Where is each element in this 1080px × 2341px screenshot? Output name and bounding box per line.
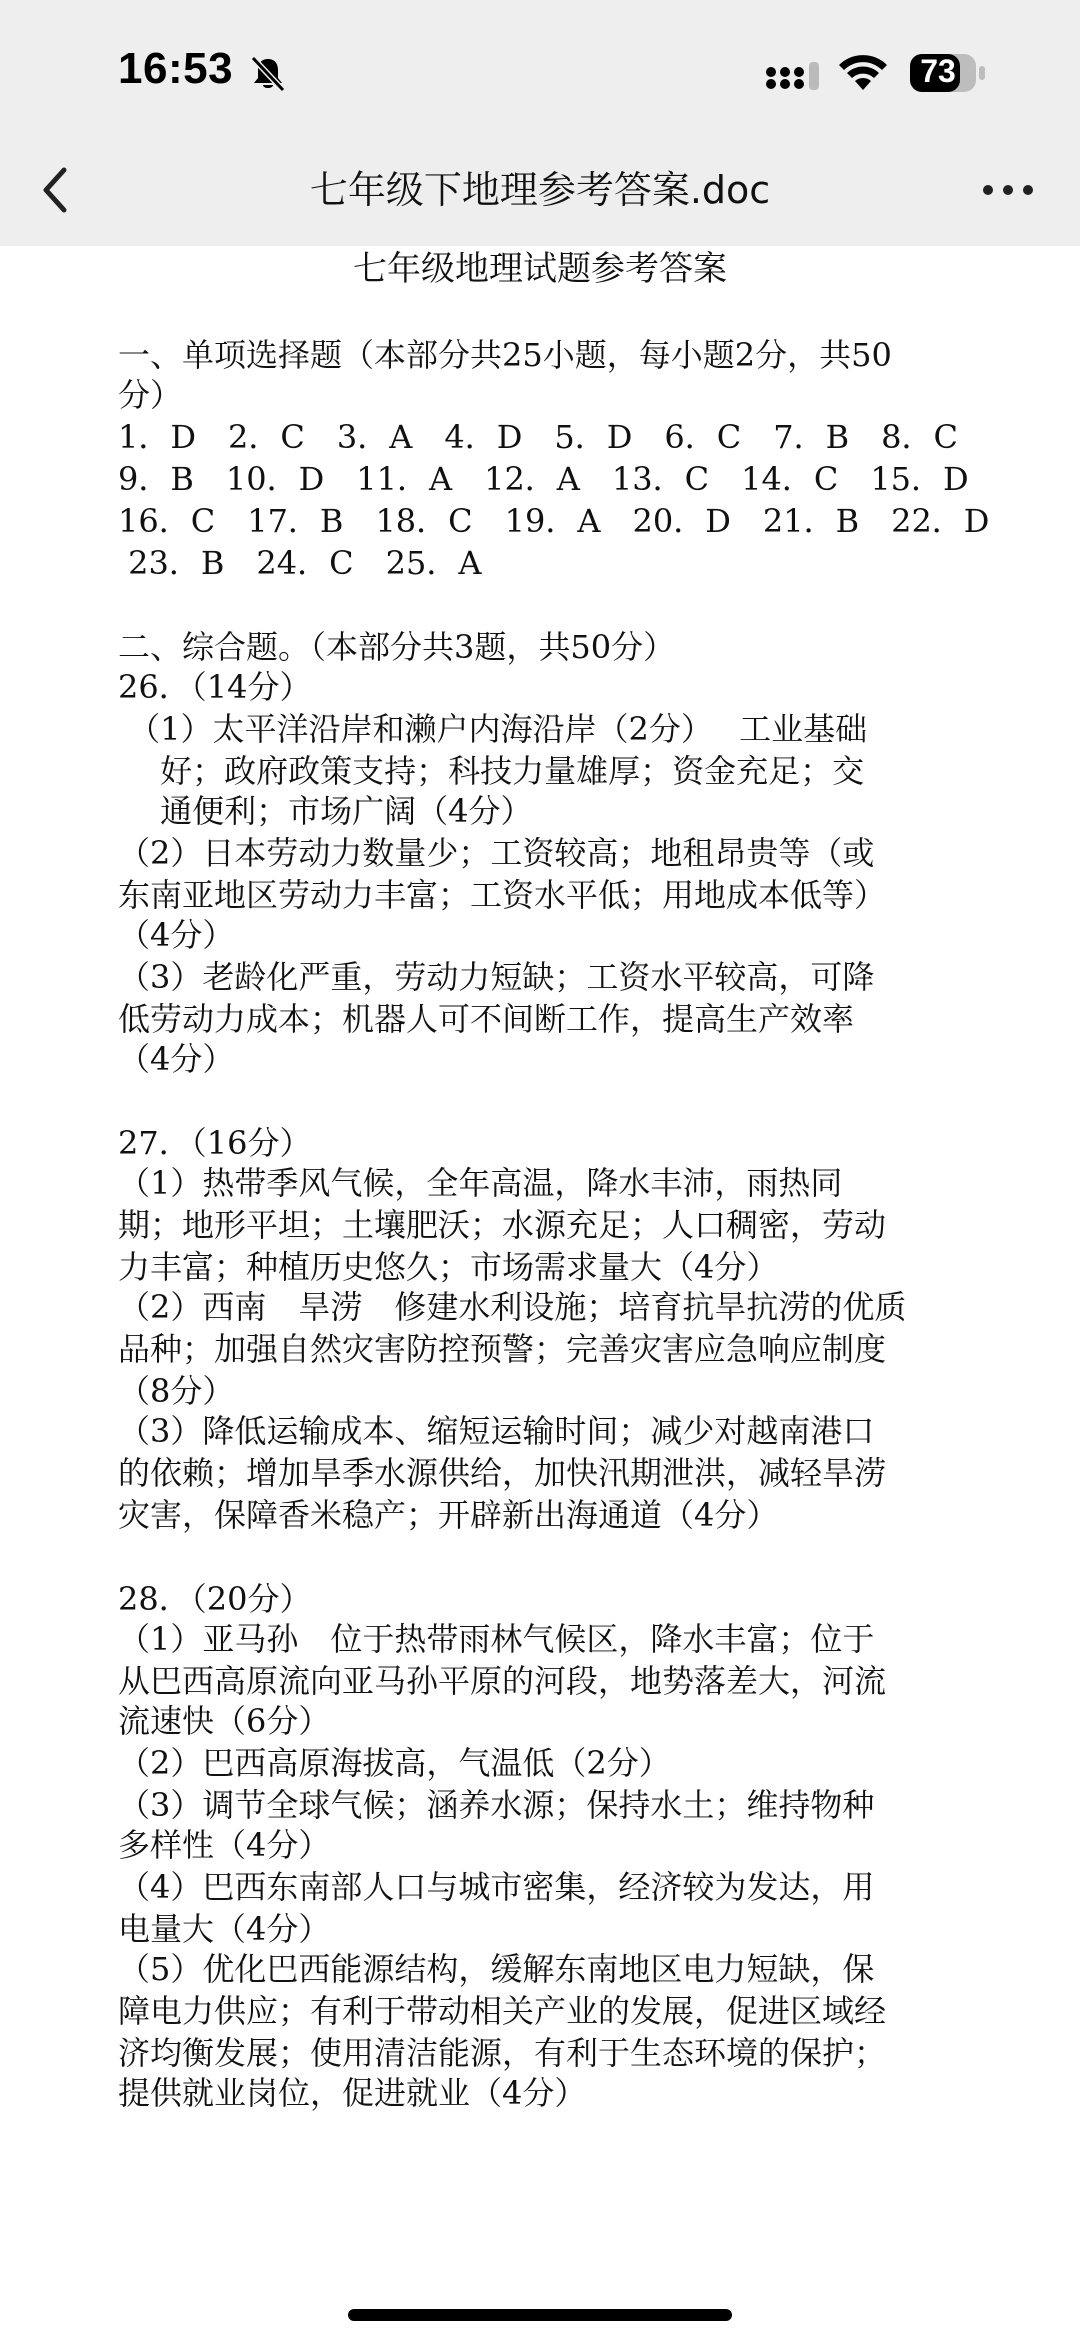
doc-line: 分） <box>118 376 183 414</box>
doc-line: （3）老龄化严重，劳动力短缺；工资水平较高，可降 <box>118 958 875 996</box>
doc-line: （3）降低运输成本、缩短运输时间；减少对越南港口 <box>118 1412 875 1450</box>
doc-line: （1）太平洋沿岸和濑户内海沿岸（2分） 工业基础 <box>118 710 868 748</box>
status-time: 16:53 <box>118 44 234 93</box>
document-heading: 七年级地理试题参考答案 <box>353 249 727 289</box>
doc-line: （1）热带季风气候，全年高温，降水丰沛，雨热同 <box>118 1164 843 1202</box>
doc-line: 灾害，保障香米稳产；开辟新出海通道（4分） <box>118 1496 779 1534</box>
more-options-button[interactable] <box>978 170 1038 210</box>
doc-line: 东南亚地区劳动力丰富；工资水平低；用地成本低等） <box>118 876 887 914</box>
doc-line: （4）巴西东南部人口与城市密集，经济较为发达，用 <box>118 1868 875 1906</box>
doc-line: 品种；加强自然灾害防控预警；完善灾害应急响应制度 <box>118 1330 887 1368</box>
doc-line: 二、综合题。（本部分共3题，共50分） <box>118 628 676 666</box>
doc-line: 期；地形平坦；土壤肥沃；水源充足；人口稠密，劳动 <box>118 1206 887 1244</box>
doc-line: （2）日本劳动力数量少；工资较高；地租昂贵等（或 <box>118 834 875 872</box>
cellular-signal-icon <box>765 58 825 92</box>
top-bar <box>0 0 1080 246</box>
doc-line: （3）调节全球气候；涵养水源；保持水土；维持物种 <box>118 1786 875 1824</box>
doc-line: 通便利；市场广阔（4分） <box>118 792 533 830</box>
home-indicator[interactable] <box>348 2309 732 2321</box>
doc-line: （2）巴西高原海拔高，气温低（2分） <box>118 1744 671 1782</box>
doc-line: 26．（14分） <box>118 668 312 706</box>
wifi-icon <box>838 52 888 92</box>
battery-level: 73 <box>920 53 956 89</box>
doc-line: 16．C 17．B 18．C 19．A 20．D 21．B 22．D <box>118 502 990 540</box>
doc-line: 的依赖；增加旱季水源供给，加快汛期泄洪，减轻旱涝 <box>118 1454 887 1492</box>
doc-line: 从巴西高原流向亚马孙平原的河段，地势落差大，河流 <box>118 1662 887 1700</box>
doc-line: （5）优化巴西能源结构，缓解东南地区电力短缺，保 <box>118 1950 875 1988</box>
doc-line: 力丰富；种植历史悠久；市场需求量大（4分） <box>118 1248 779 1286</box>
doc-line: （8分） <box>118 1372 235 1410</box>
bell-slash-icon <box>248 54 288 94</box>
doc-line: 提供就业岗位，促进就业（4分） <box>118 2074 587 2112</box>
doc-line: 一、单项选择题（本部分共25小题，每小题2分，共50 <box>118 336 892 374</box>
doc-line: 28．（20分） <box>118 1580 312 1618</box>
doc-line: （4分） <box>118 1040 235 1078</box>
doc-line: 济均衡发展；使用清洁能源，有利于生态环境的保护； <box>118 2034 887 2072</box>
doc-line: 9．B 10．D 11．A 12．A 13．C 14．C 15．D <box>118 460 969 498</box>
doc-line: 23．B 24．C 25．A <box>118 544 482 582</box>
doc-line: 低劳动力成本；机器人可不间断工作，提高生产效率 <box>118 1000 855 1038</box>
doc-line: 1．D 2．C 3．A 4．D 5．D 6．C 7．B 8．C <box>118 418 958 456</box>
doc-line: 障电力供应；有利于带动相关产业的发展，促进区域经 <box>118 1992 887 2030</box>
document-title: 七年级下地理参考答案.doc <box>309 168 771 212</box>
doc-line: 流速快（6分） <box>118 1702 331 1740</box>
doc-line: （2）西南 旱涝 修建水利设施；培育抗旱抗涝的优质 <box>118 1288 907 1326</box>
back-button[interactable] <box>28 160 88 220</box>
doc-line: 多样性（4分） <box>118 1826 331 1864</box>
doc-line: 好；政府政策支持；科技力量雄厚；资金充足；交 <box>118 752 865 790</box>
doc-line: 电量大（4分） <box>118 1910 331 1948</box>
doc-line: 27．（16分） <box>118 1124 312 1162</box>
doc-line: （1）亚马孙 位于热带雨林气候区，降水丰富；位于 <box>118 1620 875 1658</box>
doc-line: （4分） <box>118 916 235 954</box>
